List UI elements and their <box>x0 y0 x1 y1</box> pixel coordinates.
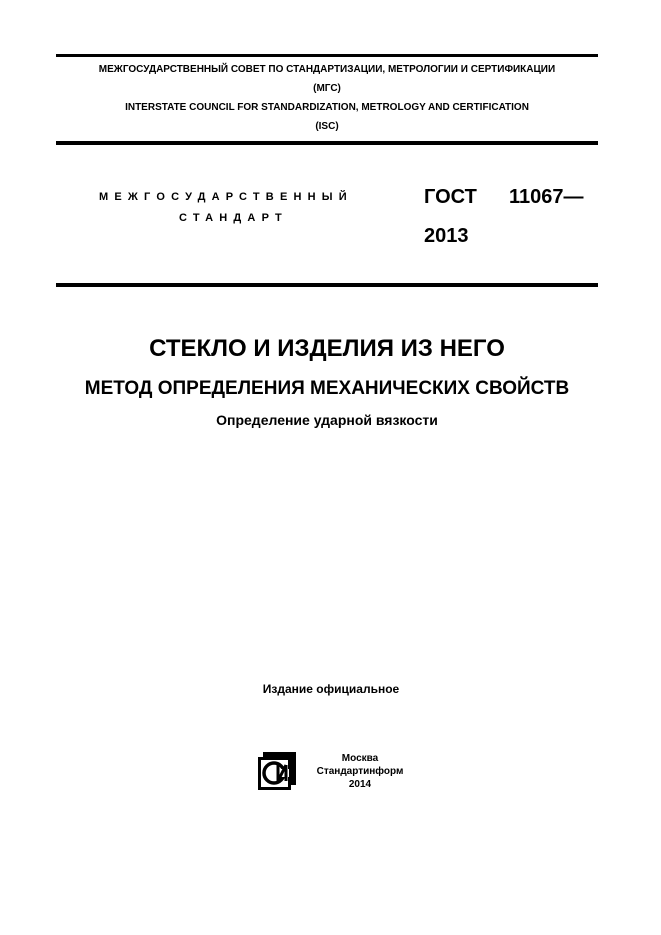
gost-prefix: ГОСТ <box>424 186 477 208</box>
document-subsubtitle: Определение ударной вязкости <box>216 412 438 428</box>
standard-type-line-2: СТАНДАРТ <box>179 212 288 224</box>
gost-year: 2013 <box>424 225 469 247</box>
header-rule <box>56 141 598 145</box>
council-abbr-ru: (МГС) <box>313 83 341 94</box>
standard-type-line-1: МЕЖГОСУДАРСТВЕННЫЙ <box>99 191 353 203</box>
council-name-en: INTERSTATE COUNCIL FOR STANDARDIZATION, METROLOGY AND CERTIFICATION <box>125 102 529 113</box>
council-abbr-en: (ISC) <box>315 121 339 132</box>
top-rule <box>56 54 598 57</box>
edition-label: Издание официальное <box>262 682 400 696</box>
publisher-name: Стандартинформ <box>316 766 404 777</box>
gost-number: 11067— <box>509 186 584 208</box>
designation-rule <box>56 283 598 287</box>
document-subtitle: МЕТОД ОПРЕДЕЛЕНИЯ МЕХАНИЧЕСКИХ СВОЙСТВ <box>84 378 570 399</box>
publisher-city: Москва <box>341 753 379 764</box>
document-title: СТЕКЛО И ИЗДЕЛИЯ ИЗ НЕГО <box>149 335 505 362</box>
standartinform-logo-icon <box>257 751 297 791</box>
publisher-year: 2014 <box>348 779 372 790</box>
council-name-ru: МЕЖГОСУДАРСТВЕННЫЙ СОВЕТ ПО СТАНДАРТИЗАЦИИ, МЕТРОЛОГИИ И СЕРТИФИКАЦИИ <box>98 64 556 75</box>
